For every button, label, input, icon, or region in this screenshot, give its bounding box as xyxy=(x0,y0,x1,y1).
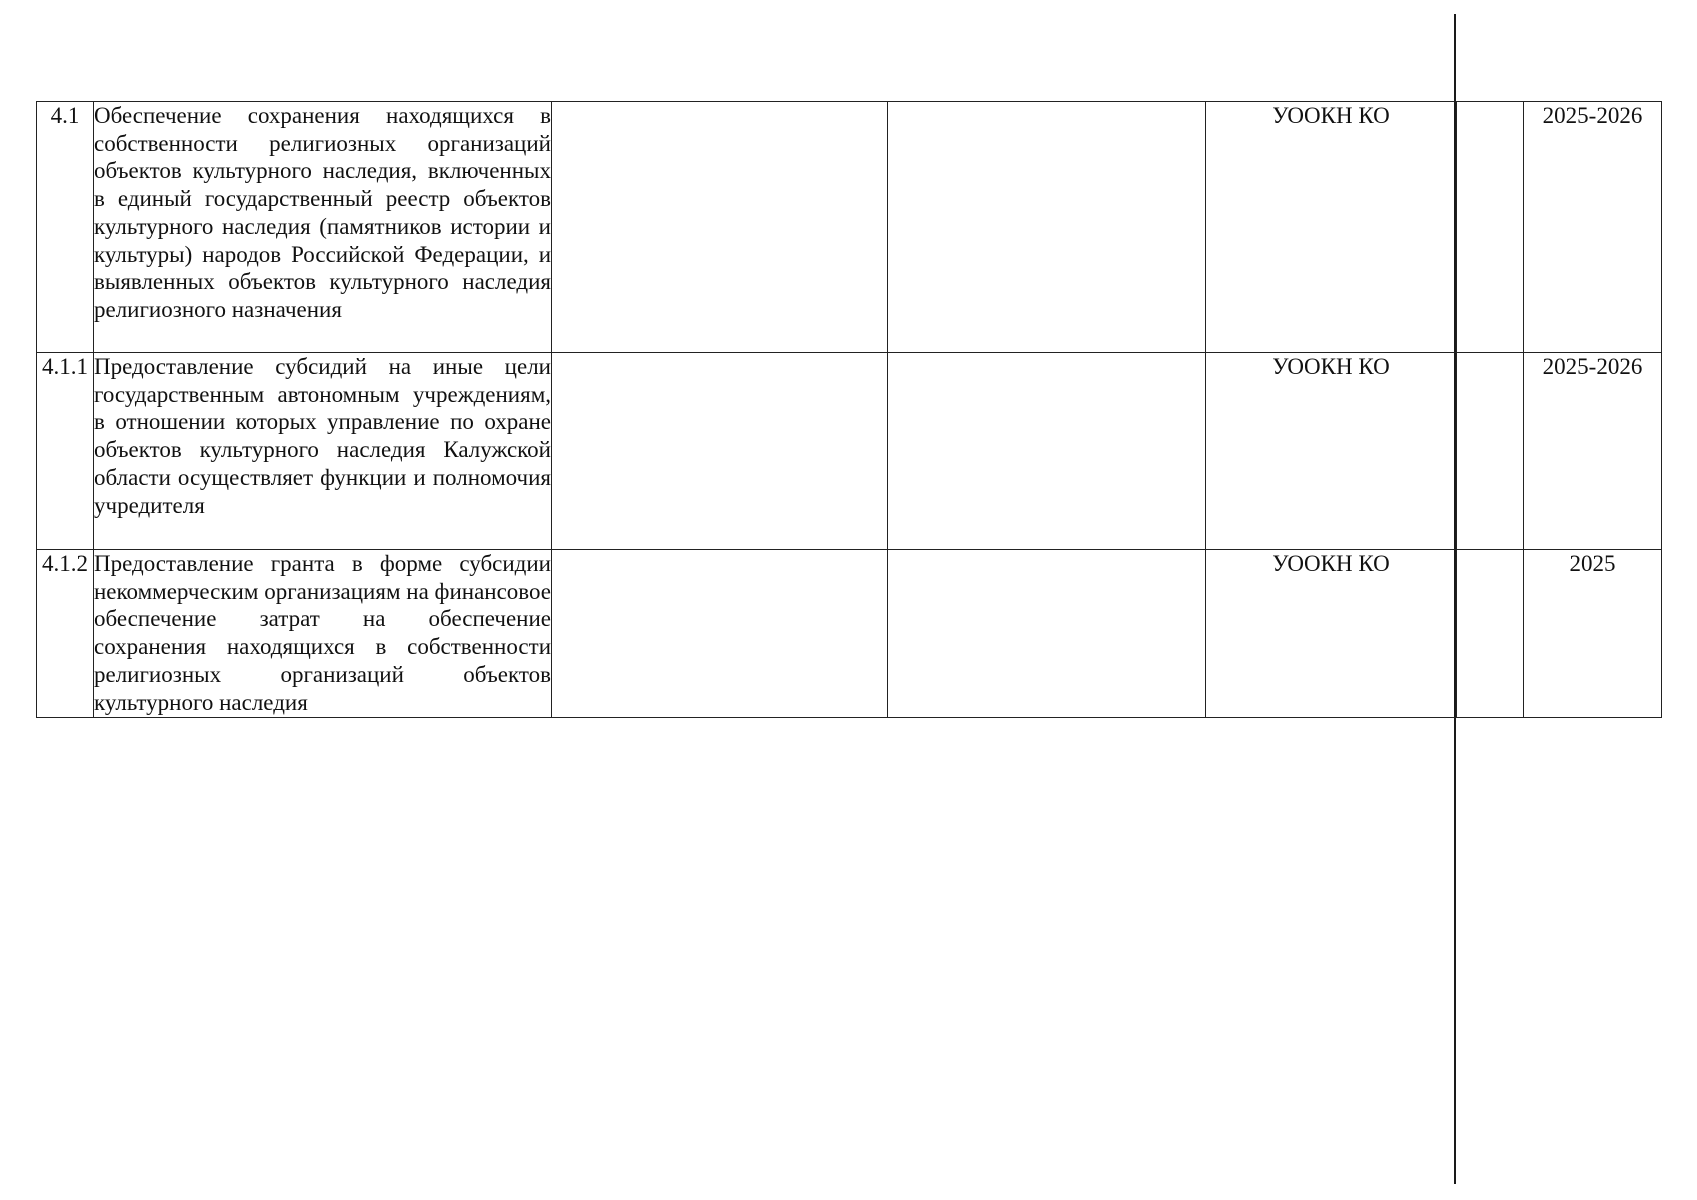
empty-cell xyxy=(1457,550,1524,718)
row-number: 4.1.1 xyxy=(37,353,94,550)
executor-cell: УООКН КО xyxy=(1206,353,1457,550)
table-row xyxy=(37,550,1662,718)
table-row xyxy=(37,353,1662,550)
executor-cell: УООКН КО xyxy=(1206,550,1457,718)
activity-description: Обеспечение сохранения находящихся в собственности религиозных организаций объектов культурного наследия, включенных в единый государственный реестр объектов культурного наследия (памятников истории и культуры) народов Российской Федерации, и выявленных объектов культурного наследия религиозного назначения xyxy=(94,102,552,353)
empty-cell xyxy=(888,353,1206,550)
period-cell: 2025 xyxy=(1524,550,1662,718)
activity-description: Предоставление субсидий на иные цели государственным автономным учреждениям, в отношении которых управление по охране объектов культурного наследия Калужской области осуществляет функции и полномочия учредителя xyxy=(94,353,552,550)
empty-cell xyxy=(1457,353,1524,550)
activities-table xyxy=(36,101,1662,718)
period-cell: 2025-2026 xyxy=(1524,353,1662,550)
row-number: 4.1.2 xyxy=(37,550,94,718)
empty-cell xyxy=(552,353,888,550)
empty-cell xyxy=(552,102,888,353)
empty-cell xyxy=(888,550,1206,718)
period-cell: 2025-2026 xyxy=(1524,102,1662,353)
activity-description: Предоставление гранта в форме субсидии некоммерческим организациям на финансовое обеспечение затрат на обеспечение сохранения находящихся в собственности религиозных организаций объектов культурного наследия xyxy=(94,550,552,718)
empty-cell xyxy=(888,102,1206,353)
executor-cell: УООКН КО xyxy=(1206,102,1457,353)
row-number: 4.1 xyxy=(37,102,94,353)
empty-cell xyxy=(1457,102,1524,353)
empty-cell xyxy=(552,550,888,718)
table-row xyxy=(37,102,1662,353)
